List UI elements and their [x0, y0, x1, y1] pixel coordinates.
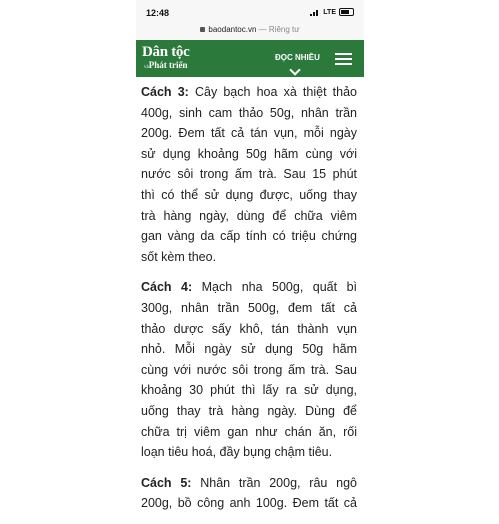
paragraph-line: thảo dược sấy khô, tán thành vụn	[141, 321, 357, 336]
paragraph-line: 300g, nhân trần 500g, đem tất cả	[141, 300, 357, 315]
paragraph-line: gan vàng da cấp tính có triệu chứng	[141, 229, 357, 244]
article-paragraph	[141, 277, 357, 462]
paragraph-line: 200g. Đem tất cả tán vụn, mỗi ngày	[141, 126, 357, 141]
article-paragraph	[141, 473, 357, 514]
paragraph-line: nước sôi trong ấm trà. Sau 15 phút	[141, 167, 357, 182]
status-time: 12:48	[146, 8, 170, 18]
article-paragraph	[141, 82, 357, 267]
logo-va: và	[144, 65, 149, 70]
paragraph-line: cùng với nước sôi trong ấm trà. Sau	[141, 362, 357, 377]
signal-icon	[310, 9, 320, 16]
paragraph-line: sử dụng khoảng 50g hãm cùng với	[141, 146, 357, 161]
paragraph-line: uống thay trà hàng ngày. Dùng để	[141, 403, 357, 418]
logo-sub-text: Phát triển	[148, 60, 188, 70]
battery-icon	[339, 8, 354, 16]
url-private-label: — Riêng tư	[256, 25, 300, 34]
site-header	[136, 40, 364, 77]
method-label: Cách 5:	[141, 475, 192, 490]
most-read-button[interactable]: ĐỌC NHIỀU	[275, 53, 320, 62]
article-body	[141, 82, 357, 524]
paragraph-line: sốt kèm theo.	[141, 249, 217, 264]
paragraph-line: Cách 5: Nhân trần 200g, râu ngô	[141, 475, 357, 490]
hamburger-menu-icon[interactable]	[335, 53, 352, 66]
paragraph-line: Cách 3: Cây bạch hoa xà thiệt thảo	[141, 85, 358, 99]
url-domain: baodantoc.vn	[208, 25, 257, 34]
phone-screen	[136, 0, 364, 511]
method-label: Cách 3:	[141, 85, 189, 99]
status-bar	[136, 0, 364, 24]
logo-main: Dân tộc	[142, 44, 190, 60]
paragraph-line: Cách 4: Mạch nha 500g, quất bì	[141, 280, 358, 295]
paragraph-line: thì có thể sử dụng được, uống thay	[141, 187, 357, 202]
paragraph-line: loạn tiêu hoá, đầy bụng chậm tiêu.	[141, 445, 333, 460]
status-indicators	[310, 8, 354, 16]
url-bar[interactable]	[136, 24, 364, 41]
logo-sub	[144, 60, 189, 73]
paragraph-line: chữa trị viêm gan như chán ăn, rối	[141, 424, 357, 439]
paragraph-line: nhỏ. Mỗi ngày sử dụng 50g hãm	[141, 342, 357, 357]
chevron-down-icon[interactable]	[289, 64, 300, 75]
method-label: Cách 4:	[141, 280, 193, 295]
paragraph-line: khoảng 30 phút thì lấy ra sử dụng,	[141, 383, 357, 398]
site-logo[interactable]	[142, 45, 189, 73]
paragraph-line: 200g, bồ công anh 100g. Đem tất cả	[141, 496, 357, 511]
network-label: LTE	[323, 8, 336, 16]
paragraph-line: 400g, sinh cam thảo 50g, nhân trần	[141, 105, 357, 120]
lock-icon	[200, 27, 205, 32]
paragraph-line: trà hàng ngày, dùng để chữa viêm	[141, 208, 357, 223]
